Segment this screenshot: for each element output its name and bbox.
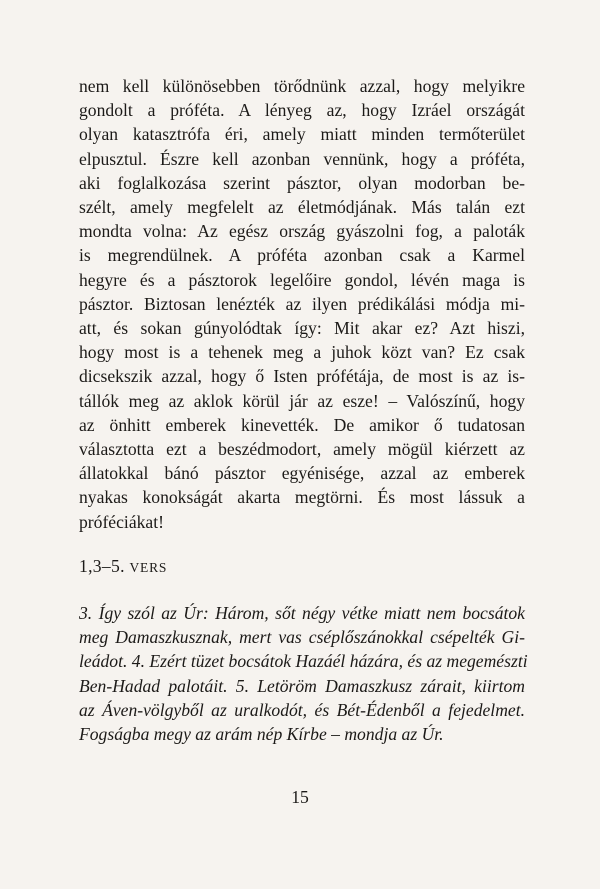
body-line: att, és sokan gúnyolódtak így: Mit akar ez? Azt hiszi, bbox=[79, 318, 525, 339]
body-line: is megrendülnek. A próféta azonban csak a Karmel bbox=[79, 245, 525, 266]
verse-line: leádot. 4. Ezért tüzet bocsátok Hazáél házára, és az megemészti bbox=[79, 651, 528, 672]
body-line: állatokkal bánó pásztor egyénisége, azzal az emberek bbox=[79, 463, 525, 484]
body-line: tállók meg az aklok körül jár az esze! – Valószínű, hogy bbox=[79, 390, 525, 411]
body-line: elpusztul. Észre kell azonban vennünk, hogy a próféta, bbox=[79, 148, 525, 169]
verse-line: Fogságba megy az arám nép Kírbe – mondja az Úr. bbox=[79, 724, 444, 745]
section-number: 1,3–5. bbox=[79, 556, 125, 576]
body-line: hogy most is a tehenek meg a juhok közt van? Ez csak bbox=[79, 342, 525, 363]
body-line: nyakas konokságát akarta megtörni. És most lássuk a bbox=[79, 487, 525, 508]
verse-line: az Áven-völgyből az uralkodót, és Bét-Édenből a fejedelmet. bbox=[79, 699, 525, 720]
body-line: aki foglalkozása szerint pásztor, olyan modorban be- bbox=[79, 172, 525, 193]
verse-line: Ben-Hadad palotáit. 5. Letöröm Damaszkusz zárait, kiirtom bbox=[79, 675, 525, 696]
body-line: választotta ezt a beszédmodort, amely mögül kiérzett az bbox=[79, 439, 525, 460]
body-line: próféciákat! bbox=[79, 511, 164, 532]
section-heading bbox=[79, 554, 167, 580]
body-line: dicsekszik azzal, hogy ő Isten prófétája, de most is az is- bbox=[79, 366, 525, 387]
body-line: az önhitt emberek kinevették. De amikor ő tudatosan bbox=[79, 414, 525, 435]
body-line: olyan katasztrófa éri, amely miatt minden termőterület bbox=[79, 124, 525, 145]
body-line: szélt, amely megfelelt az életmódjának. Más talán ezt bbox=[79, 197, 525, 218]
body-line: mondta volna: Az egész ország gyászolni fog, a paloták bbox=[79, 221, 525, 242]
body-line: hegyre és a pásztorok legelőire gondol, lévén maga is bbox=[79, 269, 525, 290]
verse-line: 3. Így szól az Úr: Három, sőt négy vétke miatt nem bocsátok bbox=[79, 603, 525, 623]
page-number: 15 bbox=[291, 787, 309, 807]
section-label: VERS bbox=[129, 560, 168, 575]
body-line: gondolt a próféta. A lényeg az, hogy Izráel országát bbox=[79, 100, 525, 121]
body-line: pásztor. Biztosan lenézték az ilyen prédikálási módja mi- bbox=[79, 293, 525, 314]
body-paragraph bbox=[79, 74, 525, 534]
body-line: nem kell különösebben törődnünk azzal, hogy melyikre bbox=[79, 76, 525, 96]
verse-line: meg Damaszkusznak, mert vas cséplőszánokkal csépelték Gi- bbox=[79, 627, 525, 648]
scripture-quote bbox=[79, 601, 528, 746]
